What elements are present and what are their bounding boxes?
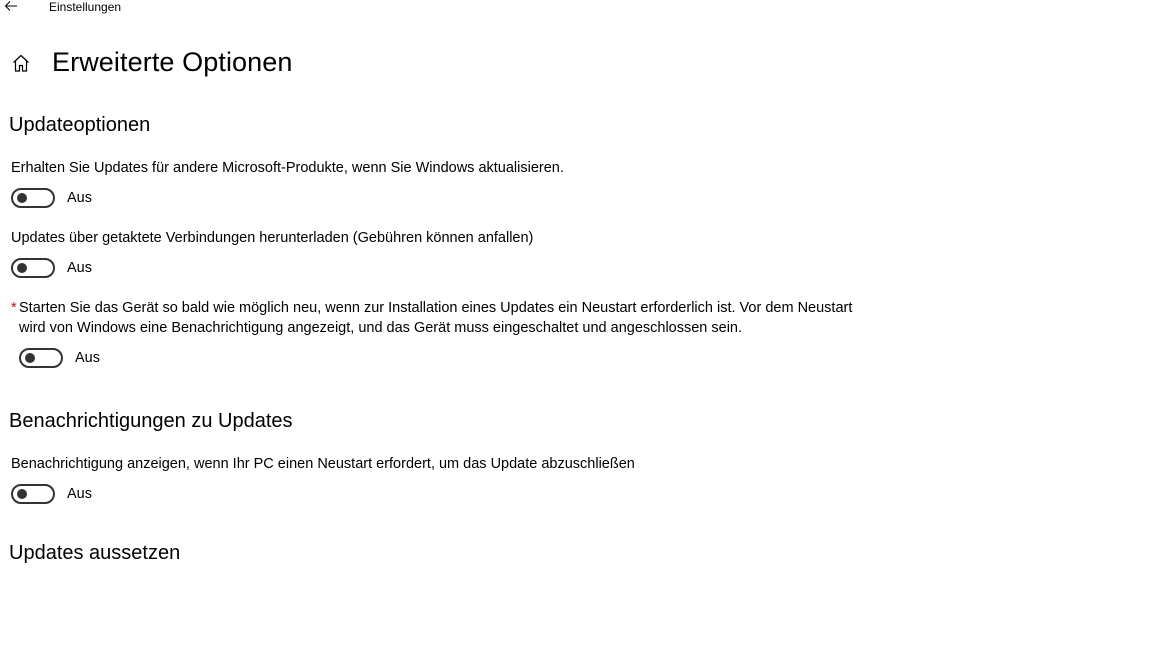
toggle-row-other-products[interactable] xyxy=(11,188,131,208)
option-label-restart-notification: Benachrichtigung anzeigen, wenn Ihr PC einen Neustart erfordert, um das Update abzuschließen xyxy=(11,456,635,472)
section-title-pause-updates: Updates aussetzen xyxy=(9,542,181,564)
back-button[interactable] xyxy=(4,0,20,14)
required-mark: * xyxy=(11,300,17,316)
toggle-knob xyxy=(17,193,27,203)
section-title-update-options: Updateoptionen xyxy=(9,114,151,136)
option-label-line1: Starten Sie das Gerät so bald wie möglich neu, wenn zur Installation eines Updates ein Neustart erforderlich ist. Vor dem Neustart xyxy=(19,300,853,316)
toggle-restart-asap[interactable] xyxy=(19,348,63,368)
toggle-knob xyxy=(25,353,35,363)
home-button[interactable] xyxy=(11,53,31,73)
section-title-update-notifications: Benachrichtigungen zu Updates xyxy=(9,410,293,432)
option-label-line2: wird von Windows eine Benachrichtigung angezeigt, und das Gerät muss eingeschaltet und angeschlossen sein. xyxy=(19,320,743,336)
toggle-row-restart-notification[interactable] xyxy=(11,484,131,504)
page-title: Erweiterte Optionen xyxy=(52,47,293,77)
toggle-row-restart-asap[interactable] xyxy=(19,348,139,368)
option-label-other-products: Erhalten Sie Updates für andere Microsoft-Produkte, wenn Sie Windows aktualisieren. xyxy=(11,160,564,176)
home-icon xyxy=(11,53,31,73)
toggle-state-label: Aus xyxy=(67,260,92,276)
toggle-knob xyxy=(17,263,27,273)
toggle-state-label: Aus xyxy=(67,190,92,206)
option-label-metered-connections: Updates über getaktete Verbindungen herunterladen (Gebühren können anfallen) xyxy=(11,230,534,246)
option-label-restart-asap xyxy=(11,298,899,338)
toggle-other-products[interactable] xyxy=(11,188,55,208)
title-bar xyxy=(0,0,1152,20)
toggle-state-label: Aus xyxy=(67,486,92,502)
toggle-state-label: Aus xyxy=(75,350,100,366)
toggle-row-metered-connections[interactable] xyxy=(11,258,131,278)
toggle-restart-notification[interactable] xyxy=(11,484,55,504)
toggle-metered-connections[interactable] xyxy=(11,258,55,278)
toggle-knob xyxy=(17,489,27,499)
app-title: Einstellungen xyxy=(49,0,122,14)
back-arrow-icon xyxy=(4,0,20,14)
